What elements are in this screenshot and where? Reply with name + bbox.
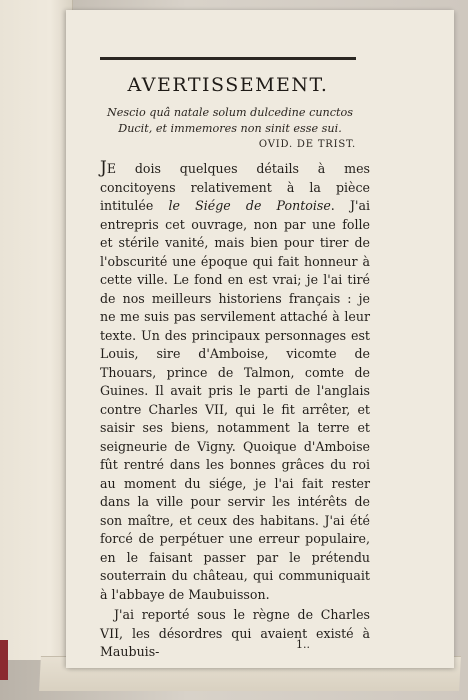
epigraph-line-2: Ducit, et immemores non sinit esse sui. [118, 122, 342, 135]
facing-page-edge [0, 0, 73, 660]
epigraph-line-1: Nescio quâ natale solum dulcedine cunctos [107, 106, 353, 119]
play-title: le Siége de Pontoise [168, 198, 331, 213]
book-page [66, 10, 454, 668]
folio-signature: 1.. [296, 638, 310, 651]
epigraph-attribution: OVID. DE TRIST. [258, 139, 356, 150]
paragraph-1-text-b: . J'ai entrepris cet ouvrage, non par une folle et stérile vanité, mais bien pour tirer de l'obscurité une époque qui fait honneur à cette ville. Le fond en est vrai; je l'ai tiré de nos meilleurs historiens français : je ne me suis pas servilement attaché à leur texte. Un des principaux personnages est Louis, sire d'Amboise, vicomte de Thouars, prince de Talmon, comte de Guines. Il avait pris le parti de l'anglais contre Charles VII, qui le fit arrêter, et saisir ses biens, notamment la terre et seigneurie de Vigny. Quoique d'Amboise fût rentré dans les bonnes grâces du roi au moment du siége, je l'ai fait rester dans la ville pour servir les intérêts de son maître, et ceux des habitans. J'ai été forcé de perpétuer une erreur populaire, en le faisant passer par le prétendu souterrain du château, qui communiquait à l'abbaye de Maubuisson. [100, 198, 370, 602]
page-title: AVERTISSEMENT. [127, 74, 329, 96]
paragraph-2: J'ai reporté sous le règne de Charles VII, les désordres qui avaient existé à Maubuis- [100, 607, 370, 659]
epigraph [104, 105, 356, 137]
dropcap: J [100, 158, 107, 178]
paragraph-1-text-a: E dois quelques détails à mes concitoyens relativement à la pièce intitulée [100, 161, 370, 213]
header-rule [100, 57, 356, 60]
paragraph-1 [100, 160, 370, 604]
binding-edge [0, 640, 8, 680]
body-text [100, 160, 370, 662]
